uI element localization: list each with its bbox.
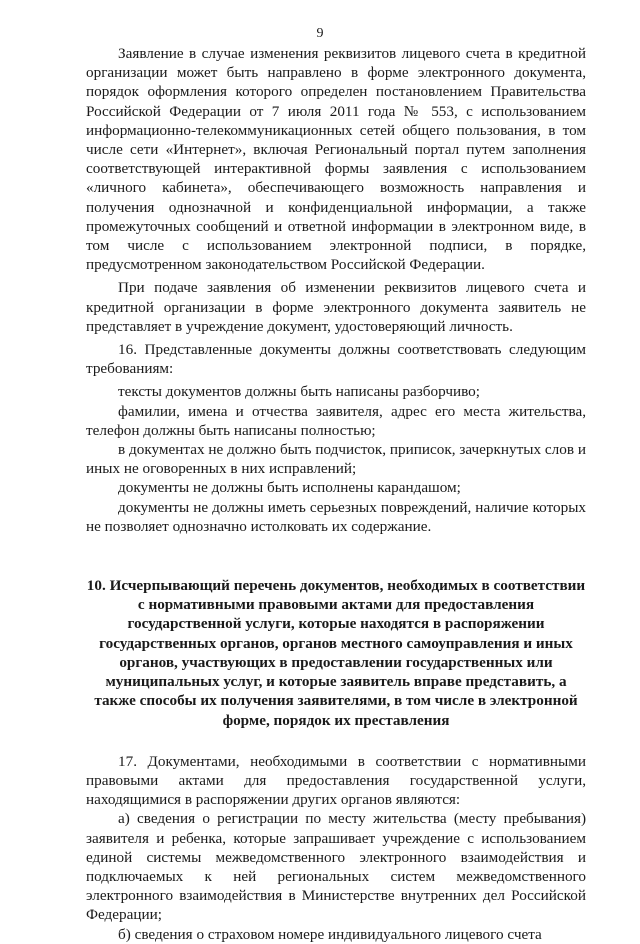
requirement-legible: тексты документов должны быть написаны разборчиво; bbox=[118, 383, 480, 401]
section-heading-10: 10. Исчерпывающий перечень документов, необходимых в соответствии с нормативными правовыми актами для предоставления государственной услуги, которые находятся в распоряжении государственных органов, органов местного самоуправления и иных органов, участвующих в предоставлении государственных или муниципальных услуг, и которые заявитель вправе представить, а также способы их получения заявителями, в том числе в электронной форме, порядок их прeставления bbox=[86, 577, 586, 729]
item-b-insurance-number: б) сведения о страховом номере индивидуального лицевого счета bbox=[118, 925, 542, 943]
page-number: 9 bbox=[316, 26, 324, 41]
item-a-registration: а) сведения о регистрации по месту жительства (месту пребывания) заявителя и ребенка, которые запрашивает учреждение с использованием единой системы межведомственного электронного взаимодействия и подключаемых к ней региональных систем межведомственного электронного взаимодействия в Министерстве внутренних дел Российской Федерации; bbox=[86, 810, 586, 924]
paragraph-16-requirements: 16. Представленные документы должны соответствовать следующим требованиям: bbox=[86, 341, 586, 378]
paragraph-17-documents: 17. Документами, необходимыми в соответствии с нормативными правовыми актами для предоставления государственной услуги, находящимися в распоряжении других органов являются: bbox=[86, 752, 586, 809]
requirement-no-pencil: документы не должны быть исполнены карандашом; bbox=[118, 479, 461, 497]
document-body bbox=[86, 44, 586, 944]
paragraph-electronic-application: Заявление в случае изменения реквизитов лицевого счета в кредитной организации может быть направлено в форме электронного документа, порядок оформления которого определен постановлением Правительства Российской Федерации от 7 июля 2011 года № 553, с использованием информационно-телекоммуникационных сетей общего пользования, в том числе сети «Интернет», включая Региональный портал путем заполнения соответствующей интерактивной формы заявления с использованием «личного кабинета», обеспечивающего возможность направления и получения однозначной и конфиденциальной информации, а также промежуточных сообщений и ответной информации в электронном виде, в том числе с использованием электронной подписи, в порядке, предусмотренном законодательством Российской Федерации. bbox=[86, 45, 586, 274]
requirement-no-damage: документы не должны иметь серьезных повреждений, наличие которых не позволяет однозначно истолковать их содержание. bbox=[86, 498, 586, 535]
requirement-no-corrections: в документах не должно быть подчисток, приписок, зачеркнутых слов и иных не оговоренных в них исправлений; bbox=[86, 441, 586, 478]
requirement-full-names: фамилии, имена и отчества заявителя, адрес его места жительства, телефон должны быть написаны полностью; bbox=[86, 402, 586, 439]
paragraph-identity-document: При подаче заявления об изменении реквизитов лицевого счета и кредитной организации в форме электронного документа заявитель не представляет в учреждение документ, удостоверяющий личность. bbox=[86, 279, 586, 335]
